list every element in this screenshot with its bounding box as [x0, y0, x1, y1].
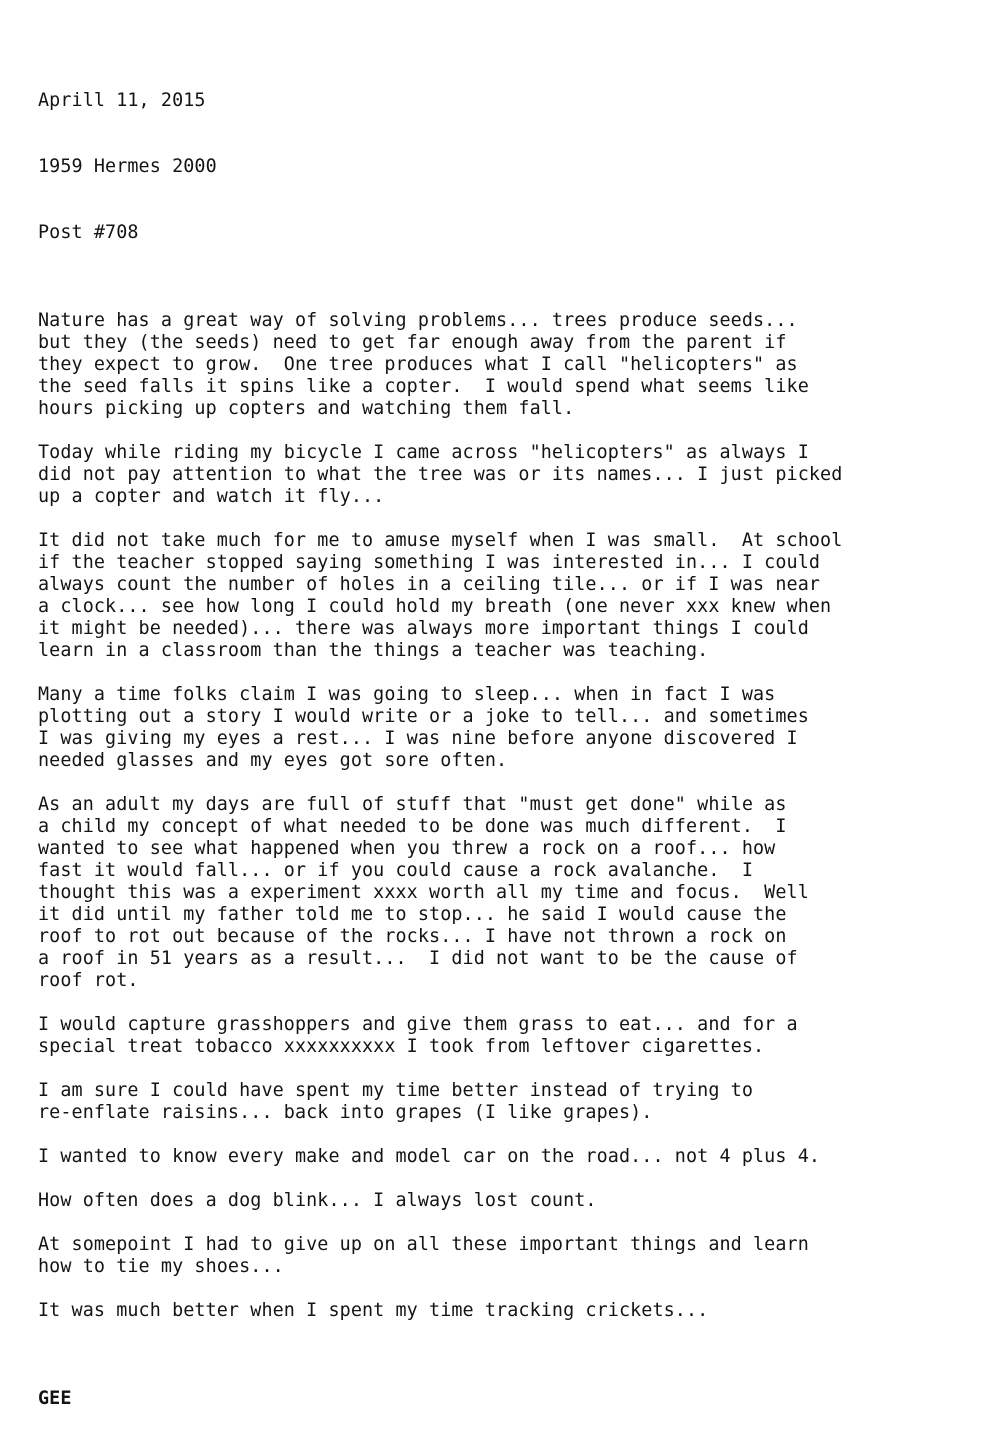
text-line: As an adult my days are full of stuff that "must get done" while as: [38, 794, 787, 815]
text-line: it might be needed)... there was always more important things I could: [38, 618, 809, 639]
paragraph: [38, 684, 978, 772]
text-line: needed glasses and my eyes got sore often.: [38, 750, 508, 771]
typed-text: [38, 46, 978, 1454]
text-line: up a copter and watch it fly...: [38, 486, 385, 507]
text-line: the seed falls it spins like a copter. I would spend what seems like: [38, 376, 809, 397]
paragraph: [38, 1190, 978, 1212]
text-line: learn in a classroom than the things a teacher was teaching.: [38, 640, 709, 661]
text-line: how to tie my shoes...: [38, 1256, 284, 1277]
signature: GEE: [38, 1388, 72, 1409]
paragraph: [38, 1014, 978, 1058]
text-line: plotting out a story I would write or a joke to tell... and sometimes: [38, 706, 809, 727]
text-line: wanted to see what happened when you threw a rock on a roof... how: [38, 838, 776, 859]
paragraph: [38, 794, 978, 992]
text-line: roof rot.: [38, 970, 139, 991]
text-line: I wanted to know every make and model car on the road... not 4 plus 4.: [38, 1146, 821, 1167]
text-line: a clock... see how long I could hold my breath (one never xxx knew when: [38, 596, 832, 617]
text-line: they expect to grow. One tree produces what I call "helicopters" as: [38, 354, 798, 375]
text-line: always count the number of holes in a ceiling tile... or if I was near: [38, 574, 821, 595]
text-line: I was giving my eyes a rest... I was nine before anyone discovered I: [38, 728, 798, 749]
text-line: It was much better when I spent my time tracking crickets...: [38, 1300, 709, 1321]
text-line: At somepoint I had to give up on all these important things and learn: [38, 1234, 809, 1255]
text-line: Today while riding my bicycle I came across "helicopters" as always I: [38, 442, 809, 463]
text-line: special treat tobacco xxxxxxxxxx I took from leftover cigarettes.: [38, 1036, 765, 1057]
text-line: but they (the seeds) need to get far enough away from the parent if: [38, 332, 787, 353]
paragraph: [38, 1234, 978, 1278]
paragraph: [38, 1146, 978, 1168]
paragraph: [38, 1300, 978, 1322]
text-line: did not pay attention to what the tree was or its names... I just picked: [38, 464, 843, 485]
paragraph: [38, 530, 978, 662]
text-line: It did not take much for me to amuse myself when I was small. At school: [38, 530, 843, 551]
typewriter-model: 1959 Hermes 2000: [38, 156, 217, 177]
letter-body: [38, 310, 978, 1322]
text-line: roof to rot out because of the rocks... I have not thrown a rock on: [38, 926, 787, 947]
post-date: Aprill 11, 2015: [38, 90, 206, 111]
text-line: if the teacher stopped saying something I was interested in... I could: [38, 552, 821, 573]
text-line: fast it would fall... or if you could cause a rock avalanche. I: [38, 860, 754, 881]
text-line: it did until my father told me to stop... he said I would cause the: [38, 904, 787, 925]
text-line: How often does a dog blink... I always lost count.: [38, 1190, 597, 1211]
text-line: Many a time folks claim I was going to sleep... when in fact I was: [38, 684, 776, 705]
paragraph: [38, 310, 978, 420]
text-line: a child my concept of what needed to be done was much different. I: [38, 816, 787, 837]
text-line: hours picking up copters and watching them fall.: [38, 398, 575, 419]
text-line: re-enflate raisins... back into grapes (I like grapes).: [38, 1102, 653, 1123]
paragraph: [38, 442, 978, 508]
text-line: I am sure I could have spent my time better instead of trying to: [38, 1080, 754, 1101]
post-number: Post #708: [38, 222, 139, 243]
text-line: I would capture grasshoppers and give them grass to eat... and for a: [38, 1014, 798, 1035]
text-line: thought this was a experiment xxxx worth all my time and focus. Well: [38, 882, 809, 903]
text-line: Nature has a great way of solving problems... trees produce seeds...: [38, 310, 798, 331]
paragraph: [38, 1080, 978, 1124]
text-line: a roof in 51 years as a result... I did not want to be the cause of: [38, 948, 798, 969]
